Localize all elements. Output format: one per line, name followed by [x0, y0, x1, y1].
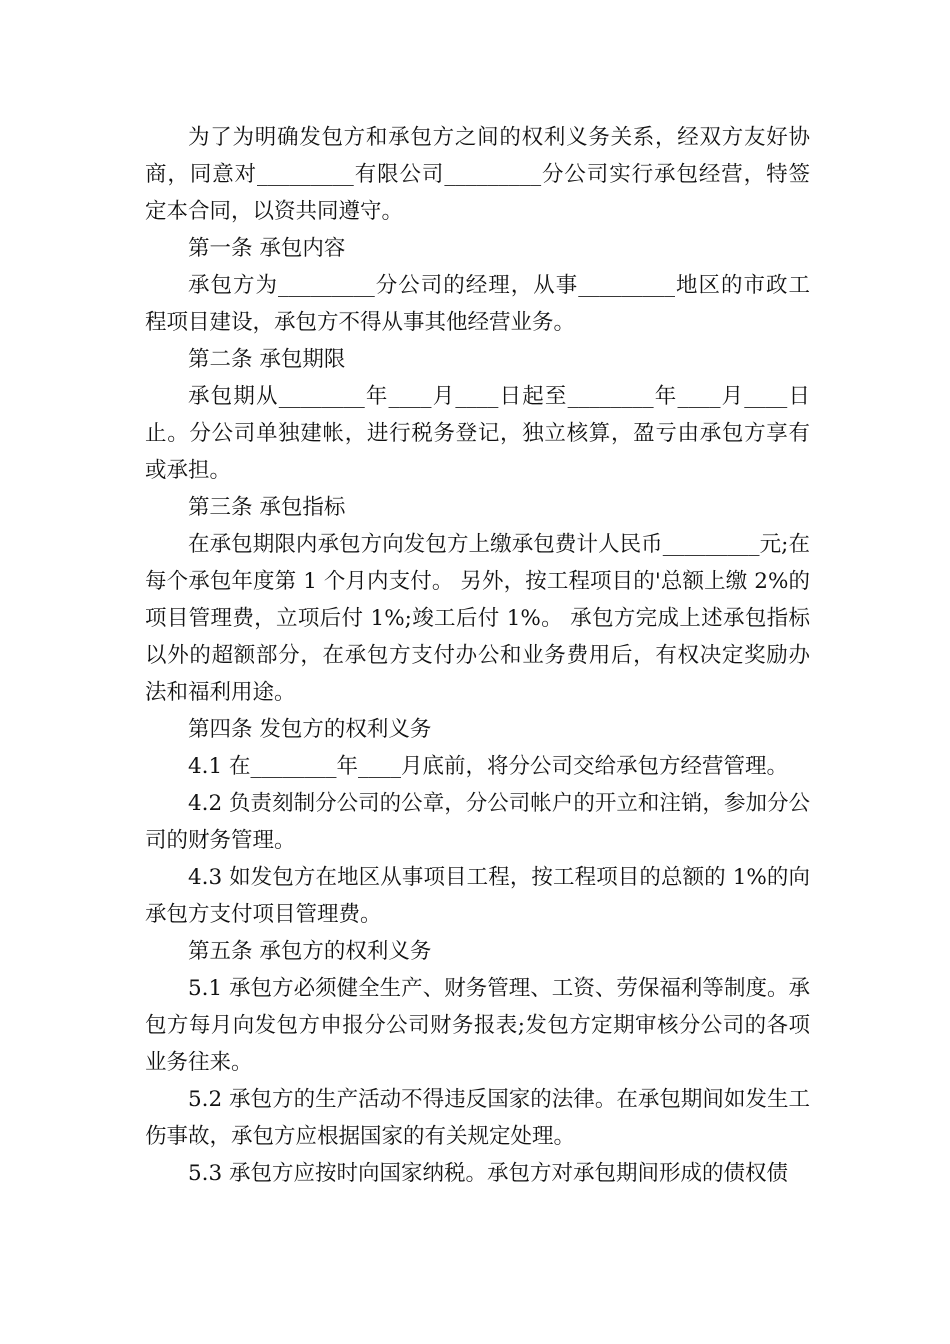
- clause-5-2: 5.2 承包方的生产活动不得违反国家的法律。在承包期间如发生工伤事故，承包方应根据国家的有关规定处理。: [145, 1087, 810, 1149]
- clause-4-3: 4.3 如发包方在地区从事项目工程，按工程项目的总额的 1%的向承包方支付项目管理费。: [145, 865, 810, 927]
- article-1-paragraph: 承包方为_________分公司的经理，从事_________地区的市政工程项目建设，承包方不得从事其他经营业务。: [145, 273, 810, 335]
- article-3-paragraph: 在承包期限内承包方向发包方上缴承包费计人民币_________元;在每个承包年度第 1 个月内支付。 另外，按工程项目的'总额上缴 2%的项目管理费，立项后付 1%;竣工后付 1%。 承包方完成上述承包指标以外的超额部分，在承包方支付办公和业务费用后，有权决定奖励办法和福利用途。: [145, 532, 810, 705]
- preamble-paragraph: 为了为明确发包方和承包方之间的权利义务关系，经双方友好协商，同意对_________有限公司_________分公司实行承包经营，特签定本合同，以资共同遵守。: [145, 125, 810, 224]
- clause-5-1: 5.1 承包方必须健全生产、财务管理、工资、劳保福利等制度。承包方每月向发包方申报分公司财务报表;发包方定期审核分公司的各项业务往来。: [145, 976, 810, 1075]
- clause-4-1: 4.1 在________年____月底前，将分公司交给承包方经营管理。: [188, 754, 789, 779]
- article-2-heading: 第二条 承包期限: [188, 347, 346, 372]
- clause-5-3: 5.3 承包方应按时向国家纳税。承包方对承包期间形成的债权债: [188, 1161, 789, 1186]
- article-5-heading: 第五条 承包方的权利义务: [188, 939, 432, 964]
- article-4-heading: 第四条 发包方的权利义务: [188, 717, 432, 742]
- article-1-heading: 第一条 承包内容: [188, 236, 346, 261]
- article-3-heading: 第三条 承包指标: [188, 495, 346, 520]
- clause-4-2: 4.2 负责刻制分公司的公章，分公司帐户的开立和注销，参加分公司的财务管理。: [145, 791, 810, 853]
- article-2-paragraph: 承包期从________年____月____日起至________年____月____日止。分公司单独建帐，进行税务登记，独立核算，盈亏由承包方享有或承担。: [145, 384, 810, 483]
- contract-body: [145, 119, 810, 1192]
